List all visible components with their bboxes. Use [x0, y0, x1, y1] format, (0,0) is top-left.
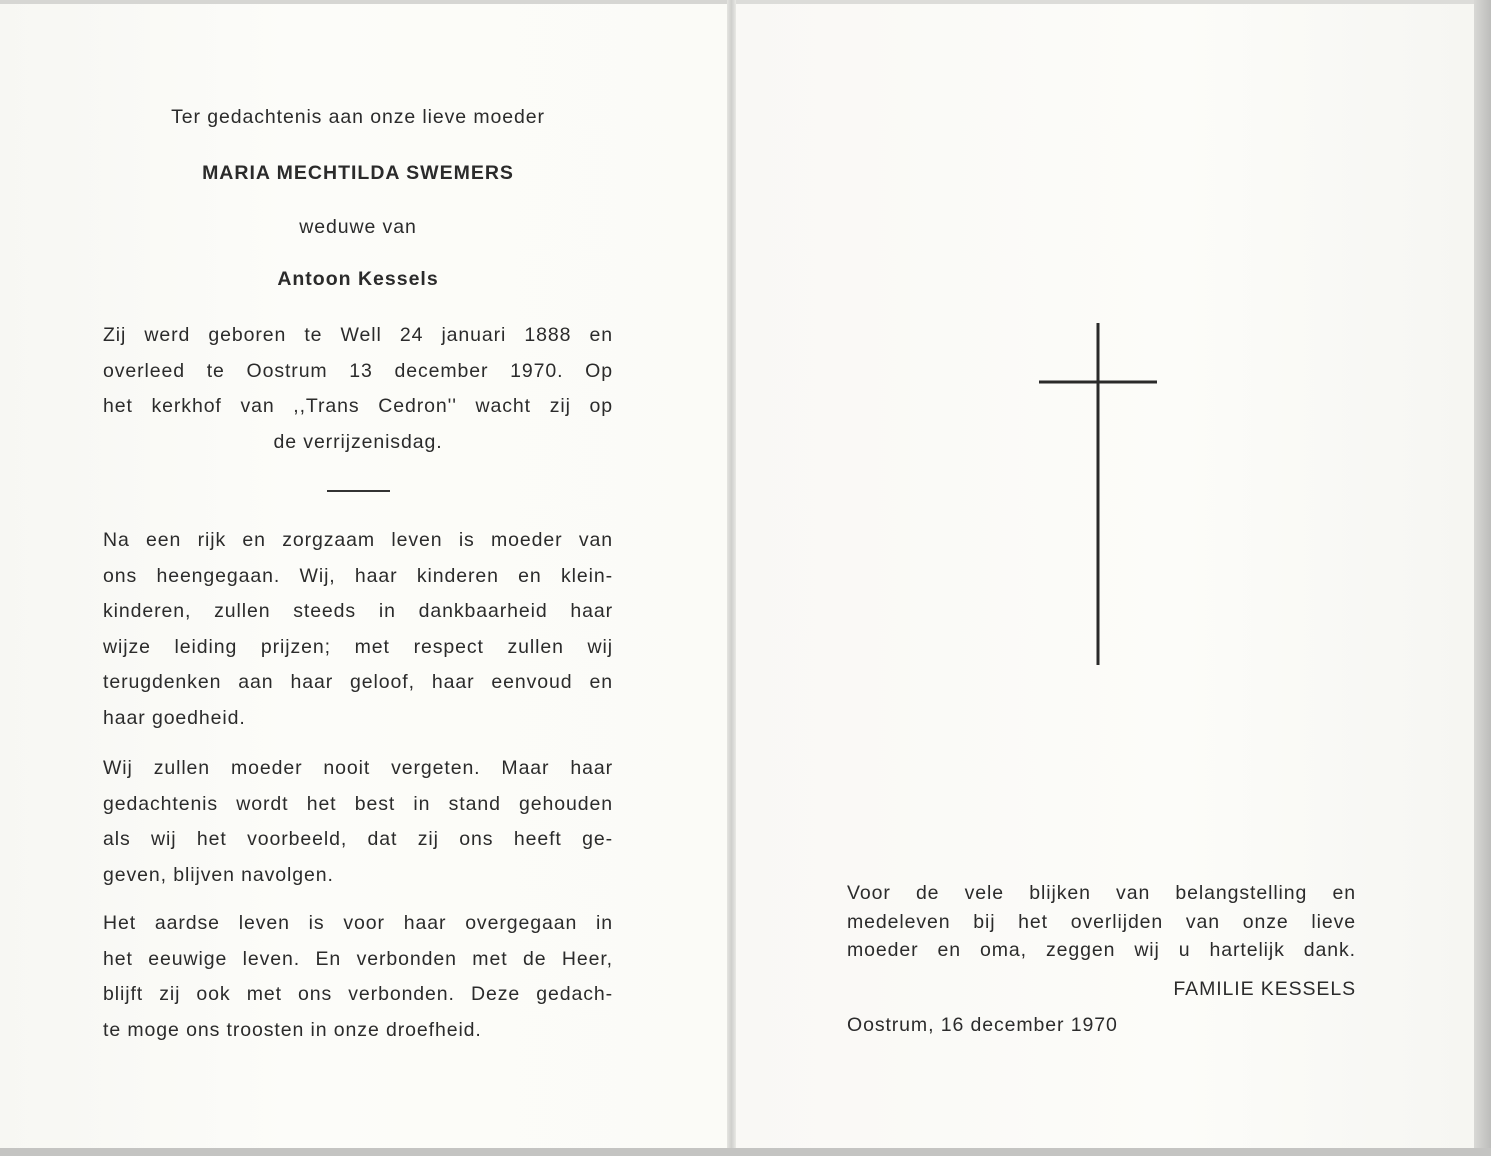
- birth-line: Zij werd geboren te Well 24 januari 1888 en: [103, 324, 613, 346]
- scan-bottom-edge: [0, 1148, 1491, 1156]
- thanks-line: medeleven bij het overlijden van onze lieve: [847, 910, 1356, 933]
- card-fold: [727, 0, 736, 1156]
- place-date: Oostrum, 16 december 1970: [847, 1014, 1118, 1036]
- scan-right-edge: [1474, 0, 1491, 1156]
- paragraph-line: wijze leiding prijzen; met respect zullen wij: [103, 635, 613, 658]
- birth-paragraph: [103, 318, 613, 460]
- paragraph-line: haar goedheid.: [103, 706, 246, 729]
- paragraph-line: als wij het voorbeeld, dat zij ons heeft ge-: [103, 828, 613, 850]
- family-signature: FAMILIE KESSELS: [1173, 978, 1356, 1000]
- birth-line: het kerkhof van ,,Trans Cedron'' wacht zij op: [103, 395, 613, 417]
- paragraph-line: Het aardse leven is voor haar overgegaan in: [103, 912, 613, 934]
- thanks-paragraph: [847, 879, 1356, 965]
- deceased-name: MARIA MECHTILDA SWEMERS: [202, 162, 514, 184]
- divider-rule: [327, 490, 390, 492]
- paragraph-line: blijft zij ook met ons verbonden. Deze gedach-: [103, 983, 613, 1005]
- thanks-line: Voor de vele blijken van belangstelling en: [847, 882, 1356, 904]
- paragraph-line: gedachtenis wordt het best in stand gehouden: [103, 792, 613, 815]
- tribute-paragraph-2: [103, 751, 613, 893]
- paragraph-line: terugdenken aan haar geloof, haar eenvoud en: [103, 671, 613, 693]
- birth-line: overleed te Oostrum 13 december 1970. Op: [103, 359, 613, 382]
- spouse-name: Antoon Kessels: [277, 268, 439, 290]
- paragraph-line: te moge ons troosten in onze droefheid.: [103, 1018, 482, 1041]
- paragraph-line: het eeuwige leven. En verbonden met de Heer,: [103, 947, 613, 970]
- paragraph-line: Na een rijk en zorgzaam leven is moeder van: [103, 529, 613, 551]
- paragraph-line: kinderen, zullen steeds in dankbaarheid haar: [103, 600, 613, 622]
- birth-line: de verrijzenisdag.: [273, 430, 443, 453]
- tribute-paragraph-3: [103, 906, 613, 1048]
- intro-line: Ter gedachtenis aan onze lieve moeder: [171, 106, 545, 128]
- paragraph-line: ons heengegaan. Wij, haar kinderen en klein-: [103, 564, 613, 587]
- thanks-line: moeder en oma, zeggen wij u hartelijk dank.: [847, 939, 1356, 961]
- paragraph-line: geven, blijven navolgen.: [103, 863, 334, 886]
- tribute-paragraph-1: [103, 523, 613, 736]
- widow-of-line: weduwe van: [299, 216, 417, 238]
- paragraph-line: Wij zullen moeder nooit vergeten. Maar haar: [103, 757, 613, 779]
- cross-icon: [1039, 323, 1157, 665]
